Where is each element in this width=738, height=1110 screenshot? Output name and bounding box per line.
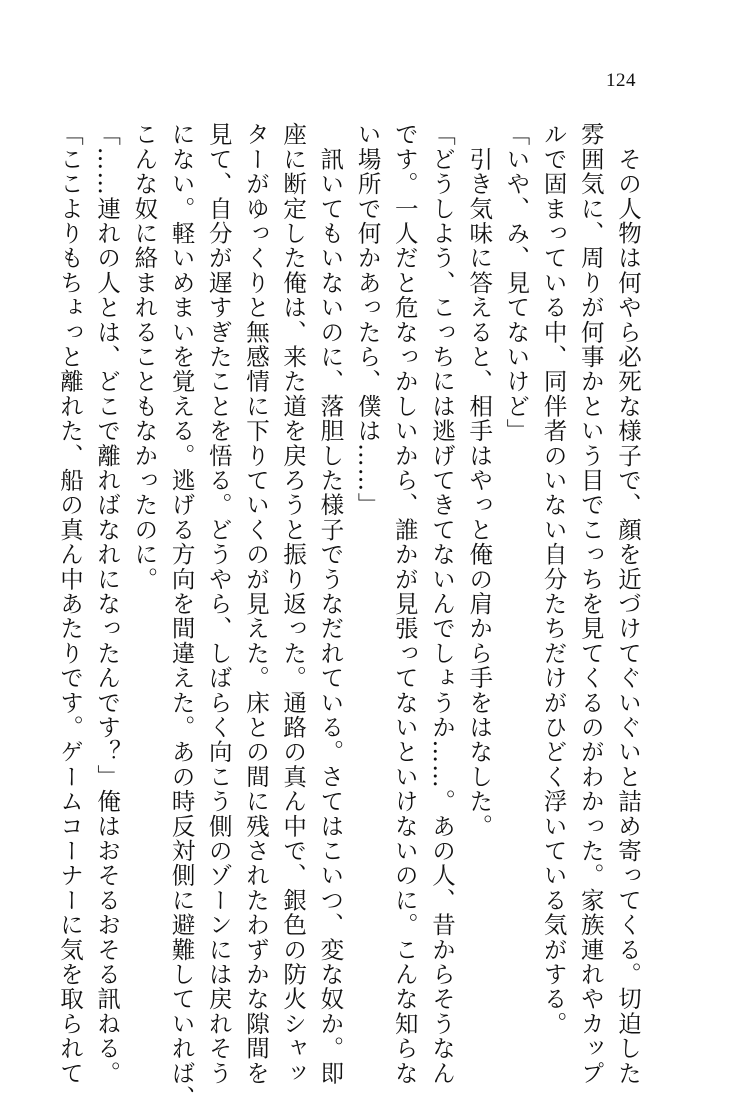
text-line: ルで固まっている中、同伴者のいない自分たちだけがひどく浮いている気がする。 xyxy=(539,122,568,1036)
text-line: い場所で何かあったら、僕は……」 xyxy=(353,122,382,518)
text-line: 「ここよりもちょっと離れた、船の真ん中あたりです。ゲームコーナーに気を取られて xyxy=(55,122,84,1086)
text-line: ターがゆっくりと無感情に下りていくのが見えた。床との間に残されたわずかな隙間を xyxy=(241,122,270,1086)
text-line: 雰囲気に、周りが何事かという目でこっちを見てくるのがわかった。家族連れやカップ xyxy=(576,122,605,1086)
text-line: 「……連れの人とは、どこで離ればなれになったんです？」俺はおそるおそる訊ねる。 xyxy=(93,122,122,1086)
text-line: その人物は何やら必死な様子で、顔を近づけてぐいぐいと詰め寄ってくる。切迫した xyxy=(614,122,642,1086)
text-line: です。一人だと危なっかしいから、誰かが見張ってないといけないのに。こんな知らな xyxy=(390,122,419,1086)
page-number: 124 xyxy=(606,70,636,91)
text-line: 「いや、み、見てないけど」 xyxy=(502,122,531,444)
text-line: 見て、自分が遅すぎたことを悟る。どうやら、しばらく向こう側のゾーンには戻れそう xyxy=(204,122,233,1086)
text-line: 訊いてもいないのに、落胆した様子でうなだれている。さてはこいつ、変な奴か。即 xyxy=(316,122,345,1086)
body-text xyxy=(55,122,646,1110)
text-line: 座に断定した俺は、来た道を戻ろうと振り返った。通路の真ん中で、銀色の防火シャッ xyxy=(279,122,308,1086)
text-line: 引き気味に答えると、相手はやっと俺の肩から手をはなした。 xyxy=(465,122,494,839)
text-line: にない。軽いめまいを覚える。逃げる方向を間違えた。あの時反対側に避難していれば、 xyxy=(167,122,196,1110)
text-line: こんな奴に絡まれることもなかったのに。 xyxy=(130,122,159,592)
text-line: 「どうしよう、こっちには逃げてきてないんでしょうか……。あの人、昔からそうなん xyxy=(427,122,456,1086)
